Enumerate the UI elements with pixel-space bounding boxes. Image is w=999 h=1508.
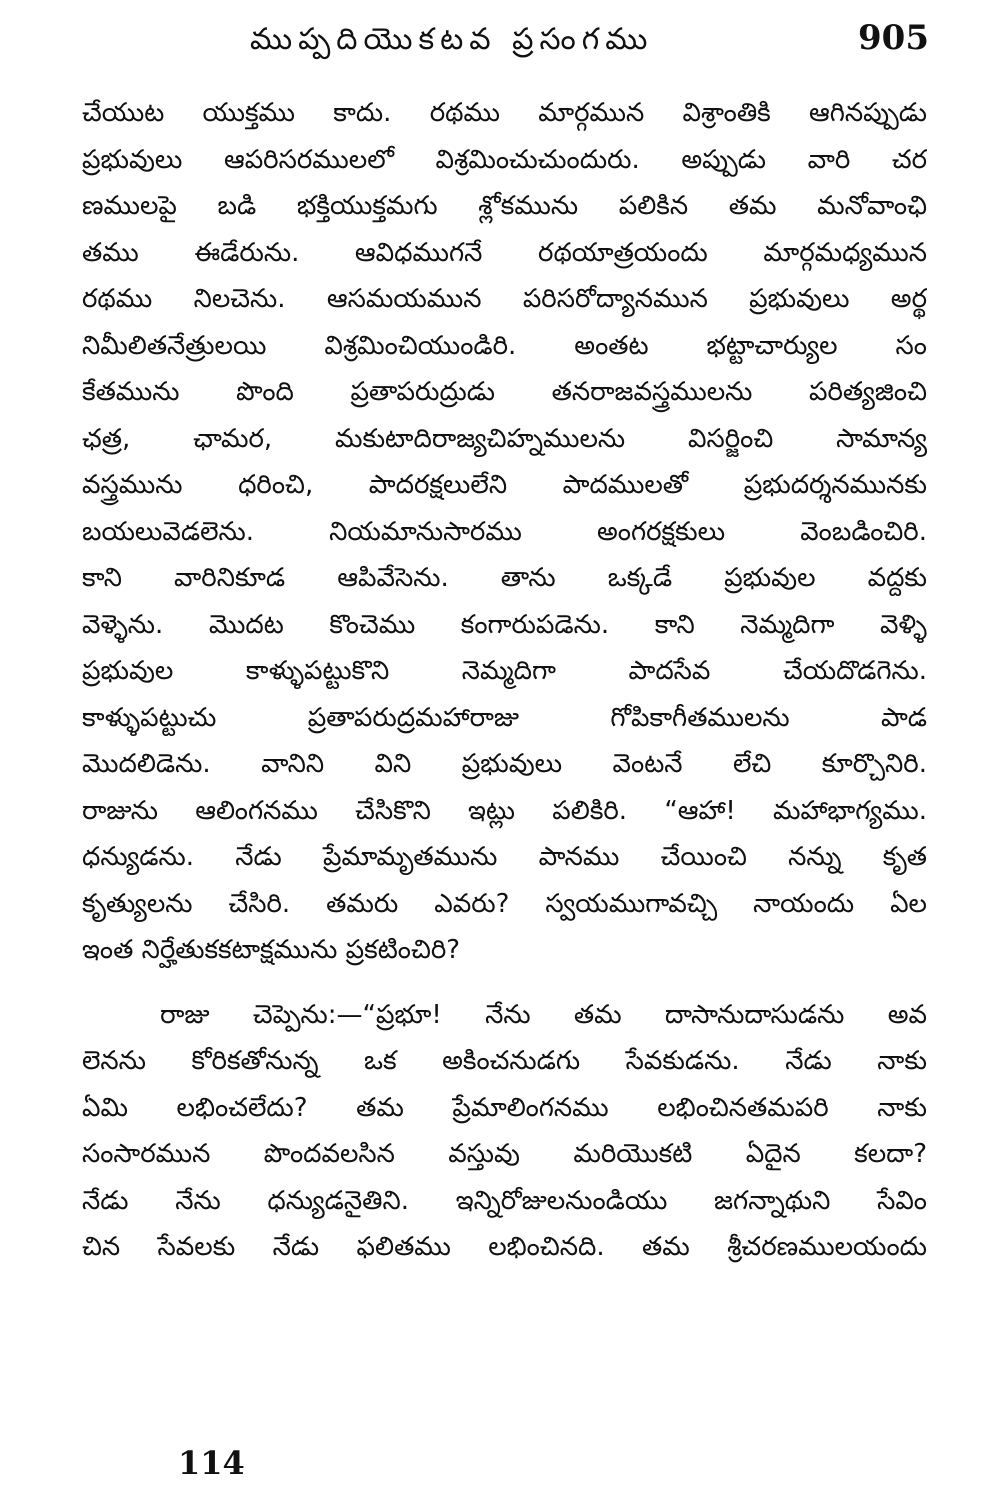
running-title: ముప్పదియొకటవ ప్రసంగము (250, 22, 654, 57)
text-line: ఏమి లభించలేదు? తమ ప్రేమాలింగనము లభించినతమపరి నాకు (82, 1092, 927, 1123)
signature-mark: 114 (178, 1444, 245, 1482)
text-line: రథము నిలచెను. ఆసమయమున పరిసరోద్యానమున ప్రభువులు అర్థ (82, 284, 927, 314)
text-line: కాళ్ళుపట్టుచు ప్రతాపరుద్రమహారాజు గోపికాగీతములను పాడ (82, 702, 927, 733)
text-line: చేయుట యుక్తము కాదు. రథము మార్గమున విశ్రాంతికి ఆగినప్పుడు (82, 98, 927, 128)
text-line: ణములపై బడి భక్తియుక్తమగు శ్లోకమును పలికిన తమ మనోవాంఛి (82, 191, 927, 221)
text-line: చిన సేవలకు నేడు ఫలితము లభించినది. తమ శ్రీచరణములయందు (82, 1232, 927, 1262)
paragraph-spacer (82, 974, 927, 992)
text-line: రాజును ఆలింగనము చేసికొని ఇట్లు పలికిరి. “ఆహా! మహాభాగ్యము. (82, 795, 927, 826)
page-number: 905 (858, 18, 929, 58)
text-line: వస్త్రమును ధరించి, పాదరక్షలులేని పాదములతో ప్రభుదర్శనమునకు (82, 470, 927, 500)
page-header (0, 16, 999, 66)
text-line: సంసారమున పొందవలసిన వస్తువు మరియొకటి ఏదైన కలదా? (82, 1139, 927, 1169)
text-line: మొదలిడెను. వానిని విని ప్రభువులు వెంటనే లేచి కూర్చొనిరి. (82, 749, 927, 779)
text-line: నేడు నేను ధన్యుడనైతిని. ఇన్నిరోజులనుండియు జగన్నాథుని సేవిం (82, 1185, 927, 1216)
text-line: ఛత్ర, ఛామర, మకుటాదిరాజ్యచిహ్నములను విసర్జించి సామాన్య (82, 423, 927, 454)
text-line: కాని వారినికూడ ఆపివేసెను. తాను ఒక్కడే ప్రభువుల వద్దకు (82, 563, 927, 593)
paragraph-2 (82, 992, 927, 1271)
text-line: ప్రభువుల కాళ్ళుపట్టుకొని నెమ్మదిగా పాదసేవ చేయదొడగెను. (82, 656, 927, 686)
text-line: ధన్యుడను. నేడు ప్రేమామృతమును పానము చేయించి నన్ను కృత (82, 842, 927, 872)
text-line: రాజు చెప్పెను:—“ప్రభూ! నేను తమ దాసానుదాసుడను అవ (160, 999, 927, 1030)
page-body (82, 90, 927, 1271)
text-line: కేతమును పొంది ప్రతాపరుద్రుడు తనరాజవస్త్రములను పరిత్యజించి (82, 377, 927, 407)
text-line: కృత్యులను చేసిరి. తమరు ఎవరు? స్వయముగావచ్చి నాయందు ఏల (82, 888, 927, 919)
text-line: తము ఈడేరును. ఆవిధముగనే రథయాత్రయందు మార్గమధ్యమున (82, 237, 927, 268)
text-line: బయలువెడలెను. నియమానుసారము అంగరక్షకులు వెంబడించిరి. (82, 516, 927, 547)
text-line: ఇంత నిర్హేతుకకటాక్షమును ప్రకటించిరి? (82, 935, 461, 965)
paragraph-1 (82, 90, 927, 974)
text-line: నిమీలితనేత్రులయి విశ్రమించియుండిరి. అంతట భట్టాచార్యుల సం (82, 330, 927, 361)
text-line: ప్రభువులు ఆపరిసరములలో విశ్రమించుచుందురు. అప్పుడు వారి చర (82, 144, 927, 175)
text-line: లెనను కోరికతోనున్న ఒక అకించనుడగు సేవకుడను. నేడు నాకు (82, 1046, 927, 1076)
text-line: వెళ్ళెను. మొదట కొంచెము కంగారుపడెను. కాని నెమ్మదిగా వెళ్ళి (82, 609, 927, 640)
